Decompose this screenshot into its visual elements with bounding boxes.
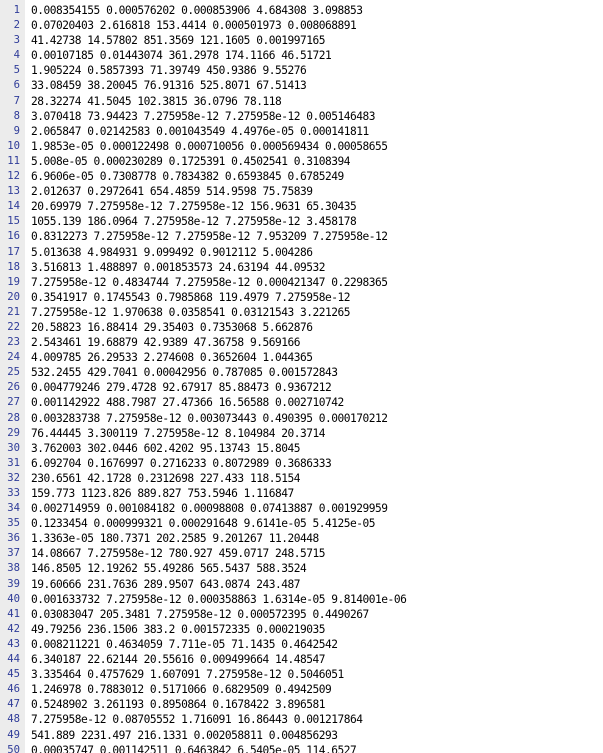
line-text: 6.340187 22.62144 20.55616 0.009499664 14.48547 — [31, 653, 326, 667]
line-text: 0.07020403 2.616818 153.4414 0.000501973 0.008068891 — [31, 19, 357, 33]
text-line[interactable] — [0, 63, 603, 78]
line-number: 6 — [13, 79, 20, 92]
line-text: 0.008354155 0.000576202 0.000853906 4.684308 3.098853 — [31, 4, 363, 17]
text-line[interactable] — [0, 441, 603, 456]
line-number: 22 — [7, 320, 20, 333]
line-number: 41 — [7, 607, 20, 620]
line-number: 27 — [7, 396, 20, 409]
line-number: 9 — [13, 124, 20, 137]
text-line[interactable] — [0, 531, 603, 546]
line-number: 21 — [7, 305, 20, 318]
line-number: 35 — [7, 517, 20, 530]
line-text: 3.516813 1.488897 0.001853573 24.63194 44.09532 — [31, 260, 326, 274]
line-number: 11 — [7, 154, 20, 167]
line-text: 159.773 1123.826 889.827 753.5946 1.116847 — [31, 487, 294, 500]
text-line[interactable] — [0, 682, 603, 697]
text-line[interactable] — [0, 667, 603, 682]
line-text: 3.335464 0.4757629 1.607091 7.275958e-12 0.5046051 — [31, 668, 344, 682]
line-number: 43 — [7, 637, 20, 650]
line-text: 49.79256 236.1506 383.2 0.001572335 0.000219035 — [31, 622, 326, 636]
line-number: 45 — [7, 668, 20, 681]
line-text: 7.275958e-12 0.4834744 7.275958e-12 0.000421347 0.2298365 — [31, 275, 388, 289]
text-line[interactable] — [0, 139, 603, 154]
line-text: 2.012637 0.2972641 654.4859 514.9598 75.75839 — [31, 185, 313, 199]
text-line[interactable] — [0, 380, 603, 395]
text-line[interactable] — [0, 94, 603, 109]
text-line[interactable] — [0, 335, 603, 350]
text-line[interactable] — [0, 320, 603, 335]
line-number: 49 — [7, 728, 20, 741]
line-text: 1055.139 186.0964 7.275958e-12 7.275958e-12 3.458178 — [31, 215, 357, 229]
text-line[interactable] — [0, 154, 603, 169]
line-number: 2 — [13, 19, 20, 32]
text-content[interactable] — [0, 3, 603, 753]
text-line[interactable] — [0, 607, 603, 622]
line-number: 38 — [7, 562, 20, 575]
line-text: 0.001633732 7.275958e-12 0.000358863 1.6314e-05 9.814001e-06 — [31, 592, 407, 606]
line-number: 28 — [7, 411, 20, 424]
line-number: 25 — [7, 366, 20, 379]
line-text: 532.2455 429.7041 0.00042956 0.787085 0.001572843 — [31, 366, 338, 380]
line-number: 26 — [7, 381, 20, 394]
text-line[interactable] — [0, 411, 603, 426]
text-line[interactable] — [0, 3, 603, 18]
text-line[interactable] — [0, 592, 603, 607]
line-text: 2.543461 19.68879 42.9389 47.36758 9.569166 — [31, 336, 300, 350]
text-line[interactable] — [0, 199, 603, 214]
line-text: 5.008e-05 0.000230289 0.1725391 0.4502541 0.3108394 — [31, 154, 351, 168]
line-number: 20 — [7, 290, 20, 303]
line-number: 37 — [7, 547, 20, 560]
text-line[interactable] — [0, 426, 603, 441]
line-number: 40 — [7, 592, 20, 605]
line-text: 33.08459 38.20045 76.91316 525.8071 67.51413 — [31, 79, 307, 93]
line-number: 34 — [7, 502, 20, 515]
line-text: 0.001142922 488.7987 27.47366 16.56588 0.002710742 — [31, 396, 344, 410]
line-text: 20.58823 16.88414 29.35403 0.7353068 5.662876 — [31, 320, 313, 334]
text-line[interactable] — [0, 622, 603, 637]
text-line[interactable] — [0, 245, 603, 260]
line-text: 4.009785 26.29533 2.274608 0.3652604 1.044365 — [31, 351, 313, 365]
line-number: 4 — [13, 49, 20, 62]
text-line[interactable] — [0, 109, 603, 124]
line-number: 31 — [7, 456, 20, 469]
line-text: 0.8312273 7.275958e-12 7.275958e-12 7.953209 7.275958e-12 — [31, 230, 388, 244]
text-line[interactable] — [0, 78, 603, 93]
text-line[interactable] — [0, 18, 603, 33]
line-text: 0.5248902 3.261193 0.8950864 0.1678422 3.896581 — [31, 698, 326, 712]
line-number: 48 — [7, 713, 20, 726]
line-text: 14.08667 7.275958e-12 780.927 459.0717 248.5715 — [31, 547, 326, 561]
line-text: 0.00035747 0.001142511 0.6463842 6.5405e-05 114.6527 — [31, 743, 357, 753]
line-text: 6.9606e-05 0.7308778 0.7834382 0.6593845 0.6785249 — [31, 170, 344, 184]
text-line[interactable] — [0, 290, 603, 305]
line-text: 0.3541917 0.1745543 0.7985868 119.4979 7.275958e-12 — [31, 290, 351, 304]
line-text: 0.008211221 0.4634059 7.711e-05 71.1435 0.4642542 — [31, 637, 338, 651]
text-line[interactable] — [0, 48, 603, 63]
line-number: 44 — [7, 653, 20, 666]
line-text: 0.002714959 0.001084182 0.00098808 0.07413887 0.001929959 — [31, 502, 388, 516]
line-text: 3.762003 302.0446 602.4202 95.13743 15.8045 — [31, 441, 300, 455]
line-number: 36 — [7, 532, 20, 545]
line-text: 146.8505 12.19262 55.49286 565.5437 588.3524 — [31, 562, 307, 576]
line-number: 24 — [7, 351, 20, 364]
text-line[interactable] — [0, 516, 603, 531]
line-text: 41.42738 14.57802 851.3569 121.1605 0.001997165 — [31, 34, 326, 48]
line-number: 23 — [7, 336, 20, 349]
line-number: 8 — [13, 109, 20, 122]
line-text: 541.889 2231.497 216.1331 0.002058811 0.004856293 — [31, 728, 338, 742]
line-text: 0.003283738 7.275958e-12 0.003073443 0.490395 0.000170212 — [31, 411, 388, 425]
line-text: 7.275958e-12 0.08705552 1.716091 16.86443 0.001217864 — [31, 713, 363, 727]
line-text: 1.9853e-05 0.000122498 0.000710056 0.000569434 0.00058655 — [31, 139, 388, 153]
text-line[interactable] — [0, 275, 603, 290]
line-number: 5 — [13, 64, 20, 77]
line-text: 230.6561 42.1728 0.2312698 227.433 118.5154 — [31, 471, 300, 485]
line-number: 16 — [7, 230, 20, 243]
line-text: 5.013638 4.984931 9.099492 0.9012112 5.004286 — [31, 245, 313, 259]
line-number: 39 — [7, 577, 20, 590]
line-text: 0.03083047 205.3481 7.275958e-12 0.000572395 0.4490267 — [31, 607, 369, 621]
text-line[interactable] — [0, 305, 603, 320]
line-number: 7 — [13, 94, 20, 107]
text-line[interactable] — [0, 577, 603, 592]
text-line[interactable] — [0, 33, 603, 48]
line-number: 3 — [13, 34, 20, 47]
text-line[interactable] — [0, 561, 603, 576]
line-text: 19.60666 231.7636 289.9507 643.0874 243.487 — [31, 577, 300, 591]
line-number: 14 — [7, 200, 20, 213]
text-line[interactable] — [0, 697, 603, 712]
text-line[interactable] — [0, 728, 603, 743]
line-number: 15 — [7, 215, 20, 228]
line-text: 0.004779246 279.4728 92.67917 85.88473 0.9367212 — [31, 381, 332, 395]
line-text: 3.070418 73.94423 7.275958e-12 7.275958e-12 0.005146483 — [31, 109, 376, 123]
text-line[interactable] — [0, 501, 603, 516]
line-number: 32 — [7, 471, 20, 484]
text-line[interactable] — [0, 365, 603, 380]
text-line[interactable] — [0, 637, 603, 652]
line-number: 19 — [7, 275, 20, 288]
text-line[interactable] — [0, 395, 603, 410]
line-text: 1.905224 0.5857393 71.39749 450.9386 9.55276 — [31, 64, 307, 78]
line-number: 13 — [7, 185, 20, 198]
line-number: 33 — [7, 487, 20, 499]
text-line[interactable] — [0, 229, 603, 244]
text-line[interactable] — [0, 184, 603, 199]
text-line[interactable] — [0, 350, 603, 365]
text-line[interactable] — [0, 652, 603, 667]
line-number: 30 — [7, 441, 20, 454]
line-number: 10 — [7, 139, 20, 152]
line-text: 6.092704 0.1676997 0.2716233 0.8072989 0.3686333 — [31, 456, 332, 470]
line-text: 2.065847 0.02142583 0.001043549 4.4976e-05 0.000141811 — [31, 124, 369, 138]
line-text: 28.32274 41.5045 102.3815 36.0796 78.118 — [31, 94, 282, 108]
line-text: 20.69979 7.275958e-12 7.275958e-12 156.9631 65.30435 — [31, 200, 357, 214]
text-line[interactable] — [0, 169, 603, 184]
text-line[interactable] — [0, 712, 603, 727]
text-line[interactable] — [0, 743, 603, 753]
line-number: 42 — [7, 622, 20, 635]
line-text: 1.246978 0.7883012 0.5171066 0.6829509 0.4942509 — [31, 683, 332, 697]
line-text: 1.3363e-05 180.7371 202.2585 9.201267 11.20448 — [31, 532, 319, 546]
text-line[interactable] — [0, 214, 603, 229]
text-line[interactable] — [0, 546, 603, 561]
text-line[interactable] — [0, 456, 603, 471]
line-text: 7.275958e-12 1.970638 0.0358541 0.03121543 3.221265 — [31, 305, 351, 319]
line-number: 17 — [7, 245, 20, 258]
line-number: 46 — [7, 683, 20, 696]
text-line[interactable] — [0, 486, 603, 501]
line-number: 50 — [7, 743, 20, 753]
line-number: 1 — [13, 4, 20, 16]
line-text: 0.1233454 0.000999321 0.000291648 9.6141e-05 5.4125e-05 — [31, 517, 376, 531]
text-line[interactable] — [0, 260, 603, 275]
line-number: 29 — [7, 426, 20, 439]
text-line[interactable] — [0, 471, 603, 486]
line-number: 12 — [7, 170, 20, 183]
line-number: 18 — [7, 260, 20, 273]
line-number: 47 — [7, 698, 20, 711]
text-line[interactable] — [0, 124, 603, 139]
line-text: 0.00107185 0.01443074 361.2978 174.1166 46.51721 — [31, 49, 332, 63]
line-text: 76.44445 3.300119 7.275958e-12 8.104984 20.3714 — [31, 426, 326, 440]
